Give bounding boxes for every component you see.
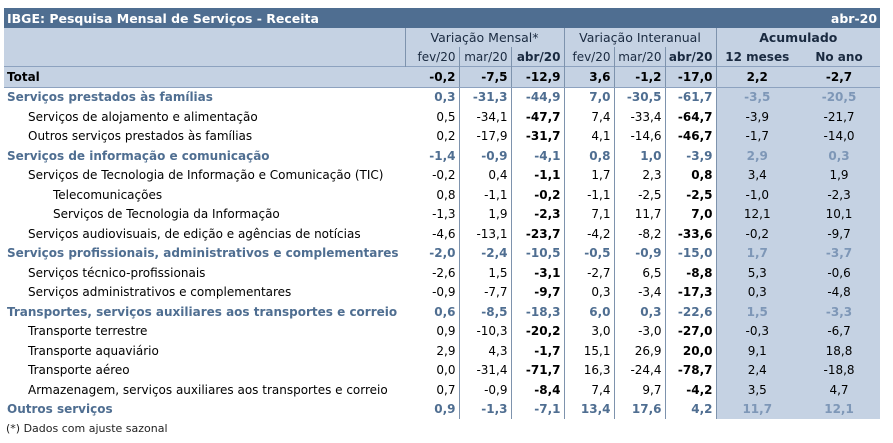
cell-value: 0,6 xyxy=(434,304,456,319)
cell-value: 26,9 xyxy=(614,341,665,361)
cell-value: 3,0 xyxy=(564,322,614,342)
row-label: Serviços de Tecnologia de Informação e Comunicação (TIC) xyxy=(28,168,384,183)
cell-value: 10,1 xyxy=(798,205,880,225)
cell-value: -8,5 xyxy=(459,302,511,322)
cell-value: 3,6 xyxy=(564,67,614,88)
cell-value: -3,1 xyxy=(511,263,564,283)
cell-value: -9,7 xyxy=(511,283,564,303)
cell-value: 7,4 xyxy=(564,380,614,400)
cell-value: 1,9 xyxy=(459,205,511,225)
col-header: fev/20 xyxy=(564,47,614,67)
cell-value: -30,5 xyxy=(614,87,665,107)
cell-value: 0,5 xyxy=(436,109,456,124)
cell-value: 9,1 xyxy=(716,341,798,361)
cell-value: 9,7 xyxy=(614,380,665,400)
table-title: IBGE: Pesquisa Mensal de Serviços - Receita xyxy=(4,8,716,28)
cell-value: 3,5 xyxy=(716,380,798,400)
cell-value: -1,7 xyxy=(511,341,564,361)
cell-value: -15,0 xyxy=(665,244,716,264)
cell-value: 16,3 xyxy=(564,361,614,381)
cell-value: -78,7 xyxy=(665,361,716,381)
cell-value: -1,2 xyxy=(614,67,665,88)
cell-value: 1,7 xyxy=(716,244,798,264)
row-label: Armazenagem, serviços auxiliares aos transportes e correio xyxy=(28,382,388,397)
table-row xyxy=(4,224,880,244)
cell-value: -2,3 xyxy=(798,185,880,205)
cell-value: -7,1 xyxy=(511,400,564,420)
footnote: (*) Dados com ajuste sazonal xyxy=(6,422,168,435)
cell-value: -21,7 xyxy=(798,107,880,127)
row-label: Serviços profissionais, administrativos e complementares xyxy=(7,246,399,261)
group-row xyxy=(4,400,880,420)
cell-value: -14,6 xyxy=(614,127,665,147)
row-label: Transporte aéreo xyxy=(28,363,130,378)
cell-value: -3,4 xyxy=(614,283,665,303)
cell-value: -0,6 xyxy=(798,263,880,283)
table-row xyxy=(4,361,880,381)
cell-value: -46,7 xyxy=(665,127,716,147)
cell-value: -2,4 xyxy=(459,244,511,264)
row-label: Total xyxy=(4,67,405,88)
cell-value: -0,2 xyxy=(405,67,459,88)
header-acumulado: Acumulado xyxy=(716,28,880,47)
cell-value: -71,7 xyxy=(511,361,564,381)
col-header: mar/20 xyxy=(614,47,665,67)
table-body xyxy=(4,67,880,420)
cell-value: 7,0 xyxy=(564,87,614,107)
cell-value: -14,0 xyxy=(798,127,880,147)
cell-value: -33,4 xyxy=(614,107,665,127)
table-row xyxy=(4,127,880,147)
row-label: Serviços de alojamento e alimentação xyxy=(28,109,258,124)
row-label: Serviços técnico-profissionais xyxy=(28,265,206,280)
table-row xyxy=(4,380,880,400)
cell-value: -0,2 xyxy=(716,224,798,244)
group-row xyxy=(4,87,880,107)
cell-value: 18,8 xyxy=(798,341,880,361)
group-row xyxy=(4,146,880,166)
col-header: No ano xyxy=(798,47,880,67)
cell-value: 12,1 xyxy=(798,400,880,420)
cell-value: -1,1 xyxy=(511,166,564,186)
cell-value: 0,3 xyxy=(614,302,665,322)
cell-value: -44,9 xyxy=(511,87,564,107)
cell-value: 7,1 xyxy=(564,205,614,225)
cell-value: -7,7 xyxy=(459,283,511,303)
cell-value: 1,5 xyxy=(716,302,798,322)
cell-value: 4,7 xyxy=(798,380,880,400)
cell-value: 17,6 xyxy=(614,400,665,420)
cell-value: 7,0 xyxy=(665,205,716,225)
cell-value: 6,0 xyxy=(564,302,614,322)
cell-value: -2,5 xyxy=(665,185,716,205)
cell-value: 0,9 xyxy=(436,324,456,339)
cell-value: -12,9 xyxy=(511,67,564,88)
cell-value: -6,7 xyxy=(798,322,880,342)
subheader-blank xyxy=(4,47,405,67)
group-row xyxy=(4,244,880,264)
cell-value: -1,7 xyxy=(716,127,798,147)
cell-value: -4,2 xyxy=(665,380,716,400)
cell-value: -27,0 xyxy=(665,322,716,342)
row-label: Serviços administrativos e complementares xyxy=(28,285,292,300)
cell-value: -2,3 xyxy=(511,205,564,225)
cell-value: 2,4 xyxy=(716,361,798,381)
cell-value: 0,7 xyxy=(436,382,456,397)
cell-value: 4,2 xyxy=(665,400,716,420)
cell-value: -0,9 xyxy=(614,244,665,264)
cell-value: -4,1 xyxy=(511,146,564,166)
cell-value: -17,9 xyxy=(459,127,511,147)
total-row xyxy=(4,67,880,88)
cell-value: 4,3 xyxy=(459,341,511,361)
group-row xyxy=(4,302,880,322)
cell-value: -1,3 xyxy=(459,400,511,420)
row-label: Telecomunicações xyxy=(53,187,163,202)
cell-value: -31,7 xyxy=(511,127,564,147)
cell-value: -31,3 xyxy=(459,87,511,107)
table-row xyxy=(4,185,880,205)
row-label: Transportes, serviços auxiliares aos transportes e correio xyxy=(7,304,398,319)
cell-value: -1,4 xyxy=(429,148,456,163)
cell-value: -22,6 xyxy=(665,302,716,322)
cell-value: 0,3 xyxy=(798,146,880,166)
cell-value: -23,7 xyxy=(511,224,564,244)
cell-value: 0,8 xyxy=(564,146,614,166)
cell-value: -3,3 xyxy=(798,302,880,322)
spreadsheet-table-container xyxy=(4,8,880,435)
cell-value: -1,0 xyxy=(716,185,798,205)
cell-value: -0,9 xyxy=(459,380,511,400)
cell-value: -3,9 xyxy=(665,146,716,166)
row-label: Transporte aquaviário xyxy=(28,343,159,358)
cell-value: -0,9 xyxy=(459,146,511,166)
services-revenue-table xyxy=(4,8,880,419)
cell-value: 5,3 xyxy=(716,263,798,283)
cell-value: 15,1 xyxy=(564,341,614,361)
cell-value: 12,1 xyxy=(716,205,798,225)
cell-value: -3,5 xyxy=(716,87,798,107)
cell-value: -8,2 xyxy=(614,224,665,244)
cell-value: -2,5 xyxy=(614,185,665,205)
cell-value: 6,5 xyxy=(614,263,665,283)
cell-value: -0,2 xyxy=(511,185,564,205)
cell-value: 2,3 xyxy=(614,166,665,186)
row-label: Outros serviços xyxy=(7,402,113,417)
cell-value: 11,7 xyxy=(614,205,665,225)
row-label: Transporte terrestre xyxy=(28,324,148,339)
col-header: fev/20 xyxy=(405,47,459,67)
col-header: 12 meses xyxy=(716,47,798,67)
cell-value: -0,2 xyxy=(432,168,456,183)
row-label: Serviços prestados às famílias xyxy=(7,90,213,105)
cell-value: 2,9 xyxy=(436,343,456,358)
row-label: Serviços de Tecnologia da Informação xyxy=(53,207,280,222)
table-row xyxy=(4,322,880,342)
cell-value: 2,2 xyxy=(716,67,798,88)
cell-value: -64,7 xyxy=(665,107,716,127)
cell-value: 1,7 xyxy=(564,166,614,186)
table-row xyxy=(4,341,880,361)
cell-value: -2,7 xyxy=(798,67,880,88)
cell-value: -8,8 xyxy=(665,263,716,283)
col-header: abr/20 xyxy=(665,47,716,67)
col-header: abr/20 xyxy=(511,47,564,67)
cell-value: 7,4 xyxy=(564,107,614,127)
period-label: abr-20 xyxy=(716,8,880,28)
col-header: mar/20 xyxy=(459,47,511,67)
cell-value: -8,4 xyxy=(511,380,564,400)
cell-value: 1,5 xyxy=(459,263,511,283)
row-label: Outros serviços prestados às famílias xyxy=(28,129,253,144)
header-variacao-interanual: Variação Interanual xyxy=(564,28,716,47)
cell-value: 0,3 xyxy=(434,90,456,105)
cell-value: -10,3 xyxy=(459,322,511,342)
cell-value: 0,9 xyxy=(434,402,456,417)
cell-value: -4,8 xyxy=(798,283,880,303)
cell-value: -2,7 xyxy=(564,263,614,283)
row-label: Serviços de informação e comunicação xyxy=(7,148,270,163)
cell-value: -34,1 xyxy=(459,107,511,127)
cell-value: -1,3 xyxy=(432,207,456,222)
cell-value: -0,3 xyxy=(716,322,798,342)
cell-value: -0,9 xyxy=(432,285,456,300)
cell-value: -2,6 xyxy=(432,265,456,280)
table-row xyxy=(4,263,880,283)
cell-value: -18,8 xyxy=(798,361,880,381)
cell-value: -4,2 xyxy=(564,224,614,244)
cell-value: 0,2 xyxy=(436,129,456,144)
cell-value: 0,3 xyxy=(716,283,798,303)
cell-value: -24,4 xyxy=(614,361,665,381)
cell-value: -3,9 xyxy=(716,107,798,127)
cell-value: -33,6 xyxy=(665,224,716,244)
cell-value: 0,8 xyxy=(436,187,456,202)
header-variacao-mensal: Variação Mensal* xyxy=(405,28,564,47)
table-row xyxy=(4,107,880,127)
cell-value: 1,9 xyxy=(798,166,880,186)
cell-value: 0,0 xyxy=(436,363,456,378)
cell-value: -13,1 xyxy=(459,224,511,244)
cell-value: -7,5 xyxy=(459,67,511,88)
cell-value: 20,0 xyxy=(665,341,716,361)
cell-value: -61,7 xyxy=(665,87,716,107)
cell-value: -2,0 xyxy=(429,246,456,261)
cell-value: 0,4 xyxy=(459,166,511,186)
cell-value: -18,3 xyxy=(511,302,564,322)
cell-value: 1,0 xyxy=(614,146,665,166)
cell-value: 11,7 xyxy=(716,400,798,420)
table-row xyxy=(4,166,880,186)
cell-value: 0,3 xyxy=(564,283,614,303)
cell-value: -20,5 xyxy=(798,87,880,107)
table-row xyxy=(4,283,880,303)
cell-value: -9,7 xyxy=(798,224,880,244)
cell-value: -47,7 xyxy=(511,107,564,127)
cell-value: -3,7 xyxy=(798,244,880,264)
cell-value: -1,1 xyxy=(459,185,511,205)
table-row xyxy=(4,205,880,225)
cell-value: 4,1 xyxy=(564,127,614,147)
row-label: Serviços audiovisuais, de edição e agências de notícias xyxy=(28,226,361,241)
cell-value: 0,8 xyxy=(665,166,716,186)
cell-value: 2,9 xyxy=(716,146,798,166)
cell-value: -0,5 xyxy=(564,244,614,264)
cell-value: -31,4 xyxy=(459,361,511,381)
cell-value: 13,4 xyxy=(564,400,614,420)
cell-value: -17,3 xyxy=(665,283,716,303)
header-blank xyxy=(4,28,405,47)
cell-value: -1,1 xyxy=(564,185,614,205)
cell-value: -17,0 xyxy=(665,67,716,88)
cell-value: -10,5 xyxy=(511,244,564,264)
cell-value: 3,4 xyxy=(716,166,798,186)
cell-value: -20,2 xyxy=(511,322,564,342)
cell-value: -4,6 xyxy=(432,226,456,241)
cell-value: -3,0 xyxy=(614,322,665,342)
